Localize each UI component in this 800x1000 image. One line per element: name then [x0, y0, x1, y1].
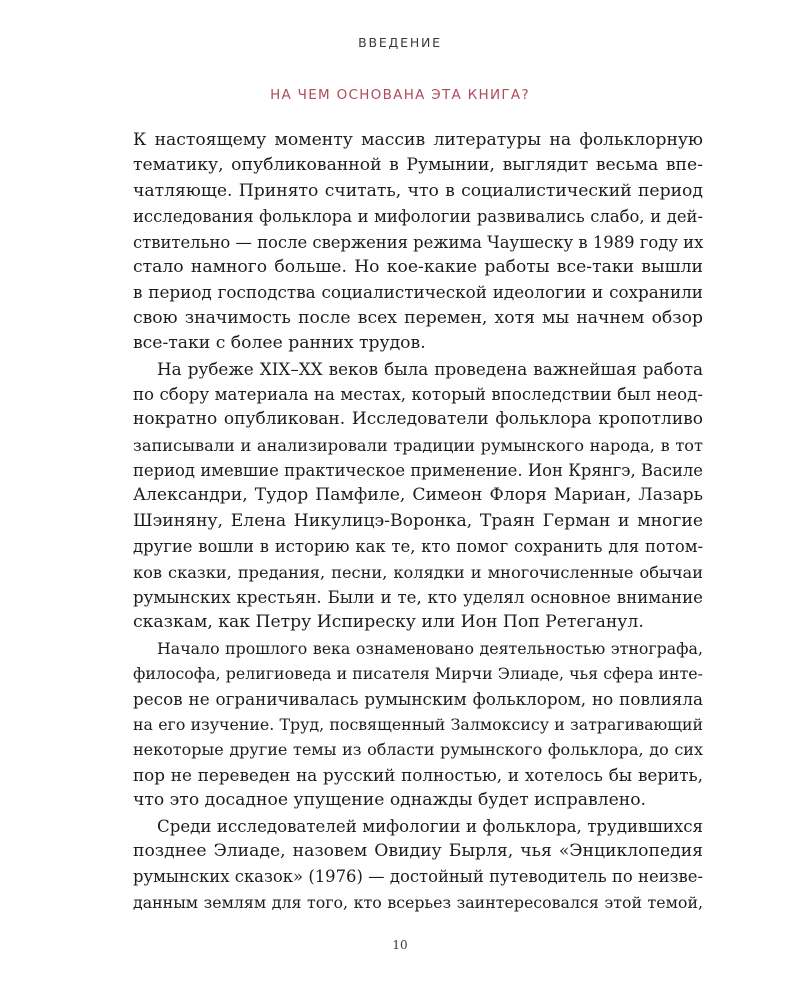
text-line: На рубеже XIX–XX веков была проведена важнейшая работа	[157, 358, 703, 379]
text-line: чатляюще. Принято считать, что в социалистический период	[133, 180, 703, 201]
page-number: 10	[392, 938, 408, 952]
text-line: тематику, опубликованной в Румынии, выглядит весьма впе-	[133, 155, 703, 176]
text-line: данным землям для того, кто всерьез заинтересовался этой темой,	[133, 892, 703, 912]
text-line: стало намного больше. Но кое-какие работы все-таки вышли	[133, 256, 703, 277]
text-line: исследования фольклора и мифологии развивались слабо, и дей-	[133, 207, 703, 227]
text-line: свою значимость после всех перемен, хотя мы начнем обзор	[133, 307, 703, 328]
text-line: что это досадное упущение однажды будет исправлено.	[133, 790, 647, 811]
text-line: ресов не ограничивалась румынским фольклором, но повлияла	[133, 688, 703, 709]
body-text	[133, 128, 703, 915]
section-title: НА ЧЕМ ОСНОВАНА ЭТА КНИГА?	[270, 87, 530, 103]
running-head: ВВЕДЕНИЕ	[358, 35, 442, 50]
text-line: на его изучение. Труд, посвященный Залмоксису и затрагивающий	[133, 714, 703, 734]
text-line: философа, религиоведа и писателя Мирчи Элиаде, чья сфера инте-	[133, 664, 703, 684]
text-line: нократно опубликован. Исследователи фольклора кропотливо	[133, 409, 703, 430]
text-line: ствительно — после свержения режима Чаушеску в 1989 году их	[133, 232, 704, 252]
text-line: некоторые другие темы из области румынского фольклора, до сих	[133, 740, 703, 760]
text-line: записывали и анализировали традиции румынского народа, в тот	[133, 435, 703, 455]
text-line: Среди исследователей мифологии и фольклора, трудившихся	[157, 816, 703, 836]
text-line: сказкам, как Петру Испиреску или Ион Поп Ретеганул.	[133, 612, 644, 633]
text-line: Шэиняну, Елена Никулицэ-Воронка, Траян Герман и многие	[133, 510, 703, 531]
text-line: период имевшие практическое применение. Ион Крянгэ, Василе	[133, 461, 703, 481]
text-line: по сбору материала на местах, который впоследствии был неод-	[133, 384, 703, 404]
text-line: все-таки с более ранних трудов.	[133, 333, 426, 354]
text-line: в период господства социалистической идеологии и сохранили	[133, 282, 703, 303]
text-line: Александри, Тудор Памфиле, Симеон Флоря Мариан, Лазарь	[133, 485, 703, 506]
text-line: румынских крестьян. Были и те, кто уделял основное внимание	[133, 588, 703, 608]
text-line: К настоящему моменту массив литературы на фольклорную	[133, 130, 703, 150]
text-line: пор не переведен на русский полностью, и хотелось бы верить,	[133, 764, 703, 785]
text-line: позднее Элиаде, назовем Овидиу Бырля, чья «Энциклопедия	[133, 840, 703, 861]
text-line: румынских сказок» (1976) — достойный путеводитель по неизве-	[133, 867, 703, 887]
text-line: Начало прошлого века ознаменовано деятельностью этнографа,	[157, 638, 703, 658]
text-line: ков сказки, предания, песни, колядки и многочисленные обычаи	[133, 562, 703, 582]
text-line: другие вошли в историю как те, кто помог сохранить для потом-	[133, 537, 703, 557]
